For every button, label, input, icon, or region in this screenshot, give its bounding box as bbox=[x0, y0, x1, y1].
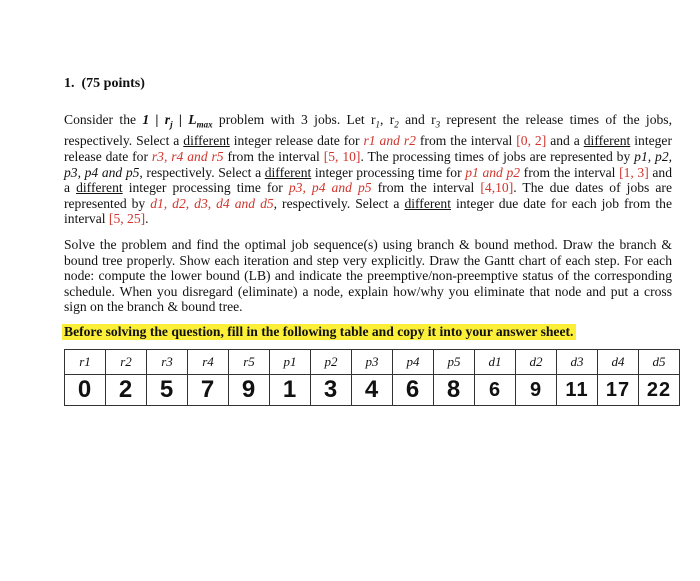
text-span: p1, p2, p3, p4 and p5 bbox=[64, 148, 673, 180]
text-span: [0, 2] bbox=[516, 133, 547, 149]
header-cell: p5 bbox=[434, 350, 475, 375]
text-span: and a bbox=[64, 164, 672, 196]
highlighted-instruction: Before solving the question, fill in the following table and copy it into your answer sheet. bbox=[62, 324, 576, 340]
text-span: , r bbox=[380, 112, 395, 127]
text-span: r3, r4 and r5 bbox=[151, 148, 224, 164]
question-points: (75 points) bbox=[81, 76, 145, 91]
table-header-row bbox=[65, 350, 680, 375]
text-span: integer processing time for bbox=[311, 164, 466, 180]
text-span: from the interval bbox=[520, 164, 620, 180]
header-cell: d5 bbox=[639, 350, 680, 375]
instructions-paragraph: Solve the problem and find the optimal job sequence(s) using branch & bound method. Draw the branch & bound tree properly. Show each iteration and step very explicitly. Draw the Gantt chart of each step. For each node: compute the lower bound (LB) and indicate the preemptive/non-preemptive status of the corresponding schedule. When you disregard (eliminate) a node, explain how/why you eliminate that node and put a cross sign on the branch & bound tree. bbox=[64, 237, 672, 315]
text-span: Consider the bbox=[64, 112, 143, 127]
text-span: different bbox=[583, 133, 631, 149]
text-span: different bbox=[183, 133, 230, 149]
text-span: integer due date for each job from the interval bbox=[64, 195, 672, 227]
text-span: integer release date for bbox=[229, 133, 364, 149]
text-span: integer processing time for bbox=[122, 180, 289, 196]
text-span: different bbox=[404, 195, 451, 211]
header-cell: r2 bbox=[106, 350, 147, 375]
header-cell: r3 bbox=[147, 350, 188, 375]
header-cell: p2 bbox=[311, 350, 352, 375]
text-span: different bbox=[264, 164, 312, 180]
value-cell: 11 bbox=[557, 375, 598, 406]
text-span: r1 and r2 bbox=[363, 133, 416, 149]
value-cell: 22 bbox=[639, 375, 680, 406]
header-cell: p1 bbox=[270, 350, 311, 375]
text-span: from the interval bbox=[223, 148, 324, 164]
text-span: [5, 10] bbox=[323, 148, 361, 164]
value-cell: 7 bbox=[188, 375, 229, 406]
text-span: 1 | r bbox=[142, 112, 171, 127]
value-cell: 0 bbox=[65, 375, 106, 406]
value-cell: 8 bbox=[434, 375, 475, 406]
text-span: [1, 3] bbox=[619, 164, 649, 180]
header-cell: d3 bbox=[557, 350, 598, 375]
header-cell: d4 bbox=[598, 350, 639, 375]
text-span: p1 and p2 bbox=[465, 164, 521, 180]
header-cell: p4 bbox=[393, 350, 434, 375]
text-span: [4,10] bbox=[480, 180, 514, 196]
text-span: d1, d2, d3, d4 and d5 bbox=[150, 195, 274, 211]
table-value-row bbox=[65, 375, 680, 406]
text-span: [5, 25] bbox=[108, 211, 146, 227]
value-cell: 1 bbox=[270, 375, 311, 406]
value-cell: 3 bbox=[311, 375, 352, 406]
value-cell: 9 bbox=[516, 375, 557, 406]
text-span: . bbox=[145, 211, 149, 227]
value-cell: 9 bbox=[229, 375, 270, 406]
header-cell: d1 bbox=[475, 350, 516, 375]
problem-statement: Consider the 1 | $r_j$ | $L_{max}$ problem with 3 jobs. Let $r_1$, $r_2$ and $r_3$ represent the release times of the jobs, respectively. Select a different integer release date for r1 and r2 from the interval [0, 2] and a different integer release date for r3, r4 and r5 from the interval [5, 10]. The processing times of jobs are represented by p1, p2, p3, p4 and p5, respectively. Select a different integer processing time for p1 and p2 from the interval [1, 3] and a different integer processing time for p3, p4 and p5 from the interval [4,10]. The due dates of jobs are represented by d1, d2, d3, d4 and d5, respectively. Select a different integer due date for each job from the interval [5, 25]. bbox=[64, 112, 673, 227]
value-cell: 4 bbox=[352, 375, 393, 406]
text-span: represent the release times of the jobs, respectively. Select a bbox=[64, 112, 672, 149]
value-cell: 6 bbox=[475, 375, 516, 406]
text-span: . The due dates of jobs are represented by bbox=[64, 180, 672, 211]
text-span: from the interval bbox=[371, 180, 481, 196]
header-cell: p3 bbox=[352, 350, 393, 375]
text-span: . The processing times of jobs are represented by bbox=[360, 148, 635, 164]
question-heading bbox=[64, 76, 145, 92]
text-span: j bbox=[170, 119, 173, 130]
text-span: integer release date for bbox=[64, 133, 672, 164]
parameter-table bbox=[64, 349, 680, 406]
value-cell: 2 bbox=[106, 375, 147, 406]
text-span: problem with 3 jobs. Let r bbox=[212, 112, 376, 127]
header-cell: d2 bbox=[516, 350, 557, 375]
header-cell: r5 bbox=[229, 350, 270, 375]
text-span: | L bbox=[172, 112, 197, 127]
header-cell: r4 bbox=[188, 350, 229, 375]
text-span: max bbox=[196, 119, 213, 130]
text-span: different bbox=[76, 180, 123, 196]
text-span: p3, p4 and p5 bbox=[288, 180, 372, 196]
text-span: , respectively. Select a bbox=[139, 164, 265, 180]
text-span: , respectively. Select a bbox=[273, 195, 405, 211]
header-cell: r1 bbox=[65, 350, 106, 375]
text-span: from the interval bbox=[415, 133, 517, 149]
value-cell: 5 bbox=[147, 375, 188, 406]
value-cell: 17 bbox=[598, 375, 639, 406]
text-span: and r bbox=[398, 112, 436, 127]
question-number: 1. bbox=[64, 76, 75, 91]
value-cell: 6 bbox=[393, 375, 434, 406]
text-span: and a bbox=[546, 133, 584, 149]
